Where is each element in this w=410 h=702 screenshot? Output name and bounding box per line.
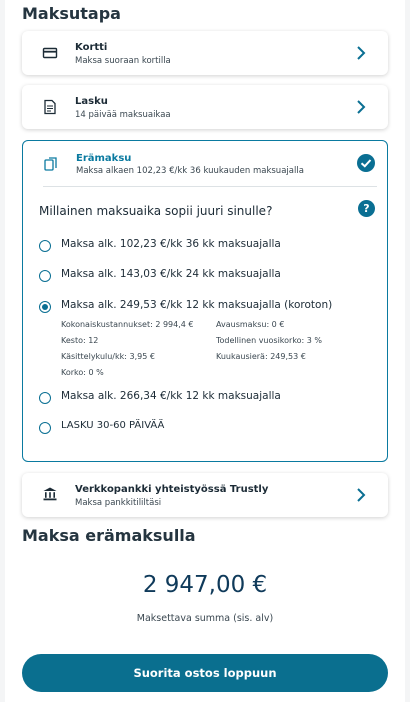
chevron-right-icon [356,45,366,61]
term-option-label: Maksa alk. 102,23 €/kk 36 kk maksuajalla [61,238,281,250]
radio-button[interactable] [39,422,51,434]
term-option-label: LASKU 30-60 PÄIVÄÄ [61,420,165,431]
detail-monthly: Kuukausierä: 249,53 € [216,352,306,361]
installment-subtitle: Maksa alkaen 102,23 €/kk 36 kuukauden maksuajalla [76,166,304,176]
payment-option-subtitle: Maksa suoraan kortilla [75,56,171,66]
payment-option-bank[interactable] [22,473,388,517]
bank-icon [42,486,58,502]
total-amount: 2 947,00 € [142,572,268,598]
detail-opening-fee: Avausmaksu: 0 € [216,320,285,329]
detail-apr: Todellinen vuosikorko: 3 % [216,336,323,345]
radio-button-selected[interactable] [39,301,51,313]
radio-button[interactable] [39,240,51,252]
complete-purchase-button[interactable]: Suorita ostos loppuun [22,654,388,692]
total-amount-label: Maksettava summa (sis. alv) [136,613,274,624]
term-option-label: Maksa alk. 249,53 €/kk 12 kk maksuajalla (koroton) [61,299,333,311]
credit-card-icon [42,45,58,61]
payment-option-installment[interactable] [22,140,388,462]
help-icon[interactable]: ? [358,200,375,217]
payment-option-card[interactable] [22,31,388,75]
term-option-label: Maksa alk. 266,34 €/kk 12 kk maksuajalla [61,390,281,402]
payment-option-title: Lasku [75,96,108,107]
chevron-right-icon [356,487,366,503]
detail-interest: Korko: 0 % [61,368,104,377]
term-option-label: Maksa alk. 143,03 €/kk 24 kk maksuajalla [61,268,281,280]
term-question: Millainen maksuaika sopii juuri sinulle? [39,204,273,218]
radio-button[interactable] [39,270,51,282]
radio-button[interactable] [39,392,51,404]
selected-check-icon [357,154,375,172]
chevron-right-icon [356,99,366,115]
payment-option-subtitle: 14 päivää maksuaikaa [75,110,171,120]
detail-total-cost: Kokonaiskustannukset: 2 994,4 € [61,320,194,329]
invoice-icon [42,99,58,115]
summary-heading: Maksa erämaksulla [22,526,196,545]
payment-option-invoice[interactable] [22,85,388,129]
installment-icon [43,156,59,172]
payment-option-subtitle: Maksa pankkitililtäsi [75,498,162,508]
payment-option-title: Kortti [75,42,108,53]
checkout-payment-page [5,0,405,702]
installment-title: Erämaksu [76,153,132,164]
payment-option-title: Verkkopankki yhteistyössä Trustly [75,484,269,495]
payment-method-heading: Maksutapa [22,4,121,23]
detail-term: Kesto: 12 [61,336,99,345]
detail-handling-fee: Käsittelykulu/kk: 3,95 € [61,352,155,361]
divider [43,186,377,187]
